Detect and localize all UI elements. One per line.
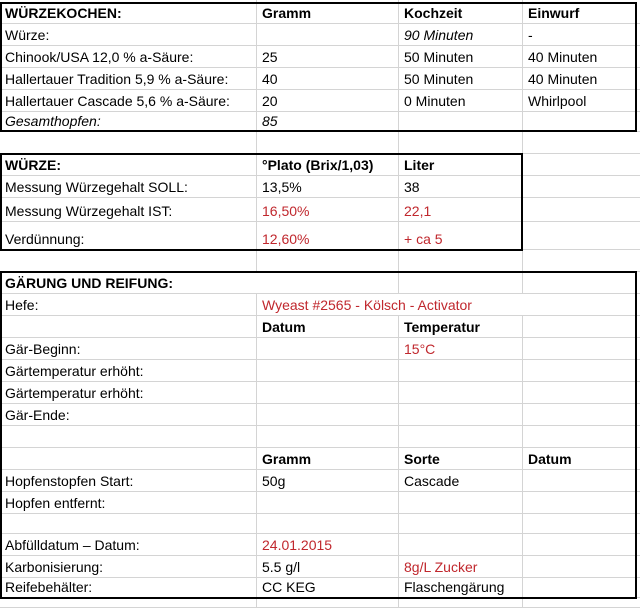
cell[interactable] — [0, 250, 257, 272]
cell[interactable]: Chinook/USA 12,0 % a-Säure: — [0, 46, 257, 68]
cell[interactable] — [257, 132, 399, 154]
cell[interactable]: 22,1 — [399, 198, 523, 222]
cell[interactable]: 40 Minuten — [523, 46, 640, 68]
cell[interactable]: 24.01.2015 — [257, 534, 399, 556]
gr-row-hefe — [0, 294, 640, 316]
cell[interactable]: Messung Würzegehalt IST: — [0, 198, 257, 222]
cell[interactable] — [399, 382, 523, 404]
cell[interactable]: - — [523, 24, 640, 46]
cell[interactable] — [523, 222, 640, 250]
cell[interactable] — [257, 492, 399, 514]
cell[interactable]: Hallertauer Tradition 5,9 % a-Säure: — [0, 68, 257, 90]
gr-row-hopfenstopfen — [0, 470, 640, 492]
cell[interactable] — [399, 492, 523, 514]
cell[interactable] — [257, 382, 399, 404]
cell[interactable]: 50 Minuten — [399, 68, 523, 90]
wk-row-wuerze — [0, 24, 640, 46]
cell[interactable] — [0, 514, 257, 534]
cell[interactable] — [523, 316, 640, 338]
cell[interactable] — [523, 154, 640, 176]
cell[interactable] — [399, 272, 523, 294]
cell[interactable] — [523, 578, 640, 598]
cell[interactable] — [399, 534, 523, 556]
gr-row-karbonisierung — [0, 556, 640, 578]
cell[interactable] — [0, 316, 257, 338]
gr-row-temp2 — [0, 382, 640, 404]
cell[interactable] — [523, 176, 640, 198]
cell[interactable] — [523, 492, 640, 514]
cell[interactable] — [399, 360, 523, 382]
cell[interactable] — [257, 598, 399, 608]
cell[interactable]: 40 — [257, 68, 399, 90]
cell[interactable] — [399, 404, 523, 426]
gr-row-reifebehaelter — [0, 578, 640, 598]
cell[interactable]: Hefe: — [0, 294, 257, 316]
gr-row-beginn — [0, 338, 640, 360]
gr-col-gramm: Gramm — [257, 448, 399, 470]
cell[interactable]: 5.5 g/l — [257, 556, 399, 578]
cell[interactable] — [257, 426, 399, 448]
gr-row-ende — [0, 404, 640, 426]
wk-row-tradition — [0, 68, 640, 90]
cell[interactable]: Wyeast #2565 - Kölsch - Activator — [257, 294, 523, 316]
cell[interactable] — [523, 294, 640, 316]
cell[interactable] — [523, 404, 640, 426]
gr-row-temp1 — [0, 360, 640, 382]
cell[interactable]: 8g/L Zucker — [399, 556, 523, 578]
cell[interactable] — [523, 112, 640, 132]
cell[interactable] — [257, 272, 399, 294]
wz-title: WÜRZE: — [0, 154, 257, 176]
cell[interactable]: 90 Minuten — [399, 24, 523, 46]
spacer-row — [0, 132, 640, 154]
wk-row-cascade — [0, 90, 640, 112]
cell[interactable] — [523, 360, 640, 382]
cell[interactable] — [257, 250, 399, 272]
wk-title: WÜRZEKOCHEN: — [0, 0, 257, 24]
gr-col-hopfen-datum: Datum — [523, 448, 640, 470]
wk-header-row — [0, 0, 640, 24]
gr-title-row — [0, 272, 640, 294]
spacer-row — [0, 598, 640, 608]
cell[interactable]: Hallertauer Cascade 5,6 % a-Säure: — [0, 90, 257, 112]
cell[interactable] — [257, 338, 399, 360]
cell[interactable]: Gär-Ende: — [0, 404, 257, 426]
cell[interactable] — [399, 250, 523, 272]
cell[interactable] — [523, 382, 640, 404]
cell[interactable]: Whirlpool — [523, 90, 640, 112]
cell[interactable]: 50 Minuten — [399, 46, 523, 68]
cell[interactable] — [0, 448, 257, 470]
gr-hopfen-header-row — [0, 448, 640, 470]
cell[interactable]: Flaschengärung — [399, 578, 523, 598]
cell[interactable]: Hopfenstopfen Start: — [0, 470, 257, 492]
wz-row-verduennung — [0, 222, 640, 250]
cell[interactable]: 85 — [257, 112, 399, 132]
gr-col-sorte: Sorte — [399, 448, 523, 470]
cell[interactable] — [257, 360, 399, 382]
wz-row-soll — [0, 176, 640, 198]
cell[interactable]: 25 — [257, 46, 399, 68]
cell[interactable] — [523, 198, 640, 222]
cell[interactable] — [523, 598, 640, 608]
wz-header-row — [0, 154, 640, 176]
cell[interactable]: Reifebehälter: — [0, 578, 257, 598]
wz-row-ist — [0, 198, 640, 222]
cell[interactable]: 50g — [257, 470, 399, 492]
cell[interactable]: 38 — [399, 176, 523, 198]
cell[interactable]: 40 Minuten — [523, 68, 640, 90]
cell[interactable] — [257, 514, 399, 534]
cell[interactable]: Abfülldatum – Datum: — [0, 534, 257, 556]
cell[interactable] — [523, 272, 640, 294]
wk-row-chinook — [0, 46, 640, 68]
cell[interactable] — [399, 426, 523, 448]
cell[interactable] — [0, 426, 257, 448]
wz-col-liter: Liter — [399, 154, 523, 176]
cell[interactable] — [0, 132, 257, 154]
cell[interactable] — [523, 338, 640, 360]
cell[interactable] — [523, 534, 640, 556]
cell[interactable]: 13,5% — [257, 176, 399, 198]
cell[interactable]: Hopfen entfernt: — [0, 492, 257, 514]
gr-col-datum: Datum — [257, 316, 399, 338]
spacer-row — [0, 426, 640, 448]
gr-col-temperatur: Temperatur — [399, 316, 523, 338]
cell[interactable]: + ca 5 — [399, 222, 523, 250]
cell[interactable]: Gärtemperatur erhöht: — [0, 382, 257, 404]
cell[interactable] — [523, 470, 640, 492]
cell[interactable] — [0, 598, 257, 608]
spacer-row — [0, 250, 640, 272]
cell[interactable] — [523, 132, 640, 154]
cell[interactable]: 20 — [257, 90, 399, 112]
cell[interactable]: Karbonisierung: — [0, 556, 257, 578]
cell[interactable]: Gärtemperatur erhöht: — [0, 360, 257, 382]
gr-title: GÄRUNG UND REIFUNG: — [0, 272, 257, 294]
cell[interactable]: CC KEG — [257, 578, 399, 598]
cell[interactable] — [523, 250, 640, 272]
cell[interactable]: 12,60% — [257, 222, 399, 250]
spacer-row — [0, 514, 640, 534]
cell[interactable]: Verdünnung: — [0, 222, 257, 250]
cell[interactable]: Messung Würzegehalt SOLL: — [0, 176, 257, 198]
cell[interactable]: 15°C — [399, 338, 523, 360]
cell[interactable] — [399, 132, 523, 154]
cell[interactable]: 16,50% — [257, 198, 399, 222]
cell[interactable] — [523, 514, 640, 534]
wk-col-einwurf: Einwurf — [523, 0, 640, 24]
cell[interactable]: 0 Minuten — [399, 90, 523, 112]
cell[interactable]: Cascade — [399, 470, 523, 492]
wz-col-plato: °Plato (Brix/1,03) — [257, 154, 399, 176]
cell[interactable] — [523, 426, 640, 448]
cell[interactable] — [523, 556, 640, 578]
gr-row-hopfen-entfernt — [0, 492, 640, 514]
cell[interactable]: Gär-Beginn: — [0, 338, 257, 360]
cell[interactable] — [257, 404, 399, 426]
gr-row-abfuelldatum — [0, 534, 640, 556]
cell[interactable] — [399, 514, 523, 534]
wk-col-kochzeit: Kochzeit — [399, 0, 523, 24]
cell[interactable] — [399, 598, 523, 608]
cell[interactable] — [399, 112, 523, 132]
cell[interactable]: Würze: — [0, 24, 257, 46]
wk-col-gramm: Gramm — [257, 0, 399, 24]
cell[interactable]: Gesamthopfen: — [0, 112, 257, 132]
gr-col-header-row — [0, 316, 640, 338]
cell[interactable] — [257, 24, 399, 46]
wk-row-gesamt — [0, 112, 640, 132]
